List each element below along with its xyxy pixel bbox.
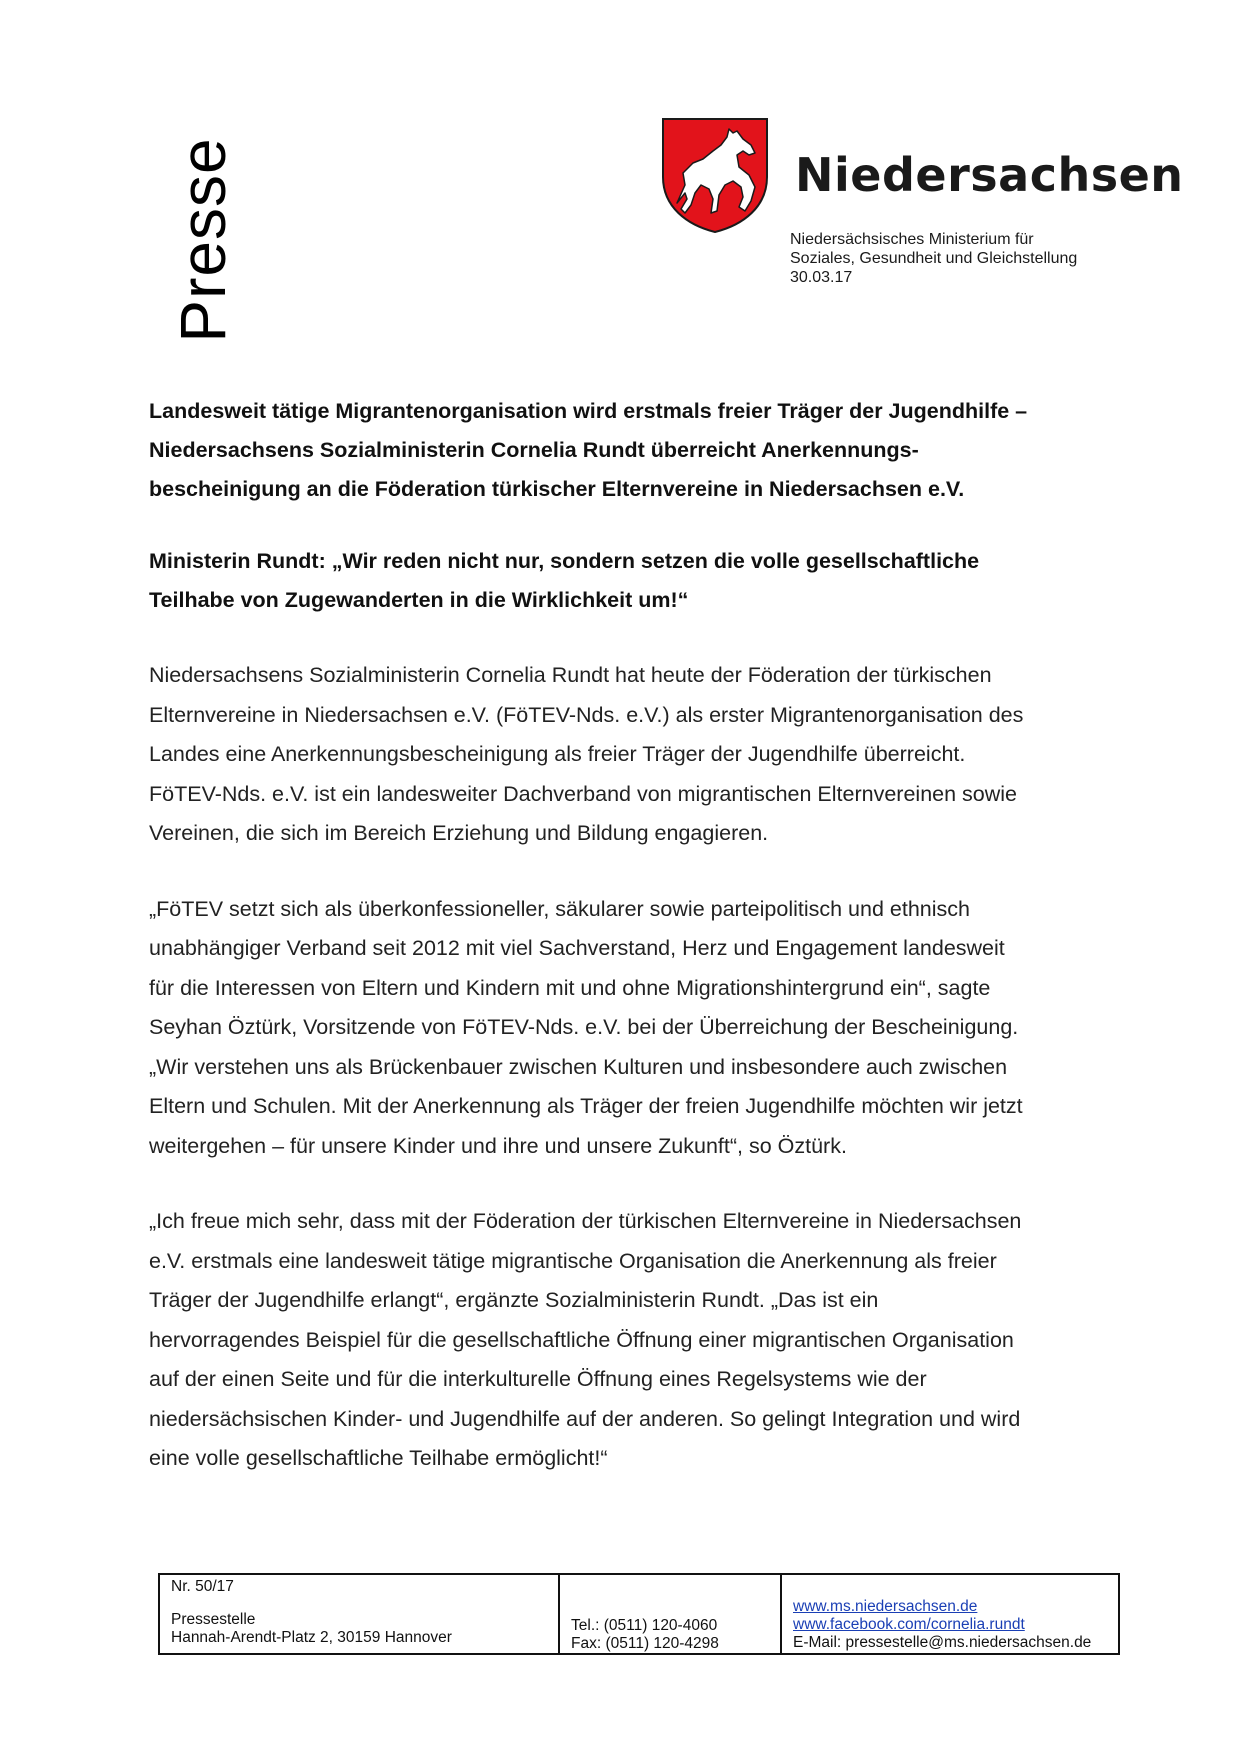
headline-line: Landesweit tätige Migrantenorganisation wird erstmals freier Träger der Jugendhilfe –: [149, 399, 1028, 423]
paragraph-1: [149, 656, 1109, 854]
ministry-line: Soziales, Gesundheit und Gleichstellung: [790, 250, 1078, 267]
facebook-link[interactable]: www.facebook.com/cornelia.rundt: [793, 1616, 1025, 1633]
email-address: E-Mail: pressestelle@ms.niedersachsen.de: [793, 1634, 1092, 1651]
paragraph-2: [149, 890, 1109, 1167]
press-release-body: [149, 392, 1109, 1479]
quote-line: Ministerin Rundt: „Wir reden nicht nur, sondern setzen die volle gesellschaftliche: [149, 549, 980, 573]
footer-phone-cell: [560, 1575, 782, 1653]
press-date: 30.03.17: [790, 269, 853, 286]
text-line: Seyhan Öztürk, Vorsitzende von FöTEV-Nds. e.V. bei der Überreichung der Bescheinigung.: [149, 1015, 1019, 1039]
text-line: Niedersachsens Sozialministerin Cornelia Rundt hat heute der Föderation der türkischen: [149, 663, 992, 687]
office-address: [171, 1611, 452, 1647]
headline-line: Niedersachsens Sozialministerin Cornelia Rundt überreicht Anerkennungs-: [149, 438, 919, 462]
text-line: Vereinen, die sich im Bereich Erziehung und Bildung engagieren.: [149, 821, 769, 845]
presse-side-label: [168, 120, 238, 360]
text-line: Eltern und Schulen. Mit der Anerkennung als Träger der freien Jugendhilfe möchten wir jetzt: [149, 1094, 1023, 1118]
text-line: Träger der Jugendhilfe erlangt“, ergänzte Sozialministerin Rundt. „Das ist ein: [149, 1288, 879, 1312]
presse-text: Presse: [167, 137, 239, 343]
ministry-info: [790, 230, 1210, 287]
text-line: „Ich freue mich sehr, dass mit der Föderation der türkischen Elternvereine in Niedersachsen: [149, 1209, 1022, 1233]
text-line: für die Interessen von Eltern und Kindern mit und ohne Migrationshintergrund ein“, sagte: [149, 975, 991, 1000]
text-line: Landes eine Anerkennungsbescheinigung als freier Träger der Jugendhilfe überreicht.: [149, 742, 966, 766]
contact-links: [793, 1598, 1091, 1652]
text-line: unabhängiger Verband seit 2012 mit viel Sachverstand, Herz und Engagement landesweit: [149, 936, 1005, 960]
text-line: niedersächsischen Kinder- und Jugendhilfe auf der anderen. So gelingt Integration und wird: [149, 1406, 1021, 1431]
text-line: weitergehen – für unsere Kinder und ihre und unsere Zukunft“, so Öztürk.: [149, 1133, 847, 1158]
text-line: eine volle gesellschaftliche Teilhabe ermöglicht!“: [149, 1446, 608, 1470]
paragraph-3: [149, 1202, 1109, 1479]
text-line: „FöTEV setzt sich als überkonfessioneller, säkularer sowie parteipolitisch und ethnisch: [149, 896, 970, 921]
release-number: Nr. 50/17: [171, 1578, 234, 1595]
text-line: „Wir verstehen uns als Brückenbauer zwischen Kulturen und insbesondere auch zwischen: [149, 1054, 1008, 1079]
text-line: FöTEV-Nds. e.V. ist ein landesweiter Dachverband von migrantischen Elternvereinen sowie: [149, 781, 1018, 806]
lower-saxony-horse-crest-icon: [655, 115, 775, 235]
phone-fax: [571, 1617, 719, 1653]
text-line: Elternvereine in Niedersachsen e.V. (FöTEV-Nds. e.V.) als erster Migrantenorganisation des: [149, 702, 1024, 727]
footer-links-cell: [782, 1575, 1118, 1653]
office-name: Pressestelle: [171, 1611, 256, 1628]
footer-office-cell: [160, 1575, 560, 1653]
street-address: Hannah-Arendt-Platz 2, 30159 Hannover: [171, 1629, 452, 1646]
quote-line: Teilhabe von Zugewanderten in die Wirklichkeit um!“: [149, 588, 689, 612]
headline: [149, 392, 1109, 509]
text-line: e.V. erstmals eine landesweit tätige migrantische Organisation die Anerkennung als freier: [149, 1248, 997, 1273]
fax-number: Fax: (0511) 120-4298: [571, 1635, 719, 1652]
footer-contact-box: [158, 1573, 1120, 1655]
phone-number: Tel.: (0511) 120-4060: [571, 1617, 718, 1634]
subheadline-quote: [149, 542, 1109, 620]
brand-name: Niedersachsen: [795, 148, 1184, 202]
headline-line: bescheinigung an die Föderation türkischer Elternvereine in Niedersachsen e.V.: [149, 477, 965, 501]
text-line: auf der einen Seite und für die interkulturelle Öffnung eines Regelsystems wie der: [149, 1367, 927, 1391]
ministry-line: Niedersächsisches Ministerium für: [790, 231, 1034, 248]
website-link[interactable]: www.ms.niedersachsen.de: [793, 1598, 978, 1615]
text-line: hervorragendes Beispiel für die gesellschaftliche Öffnung einer migrantischen Organisation: [149, 1327, 1014, 1352]
